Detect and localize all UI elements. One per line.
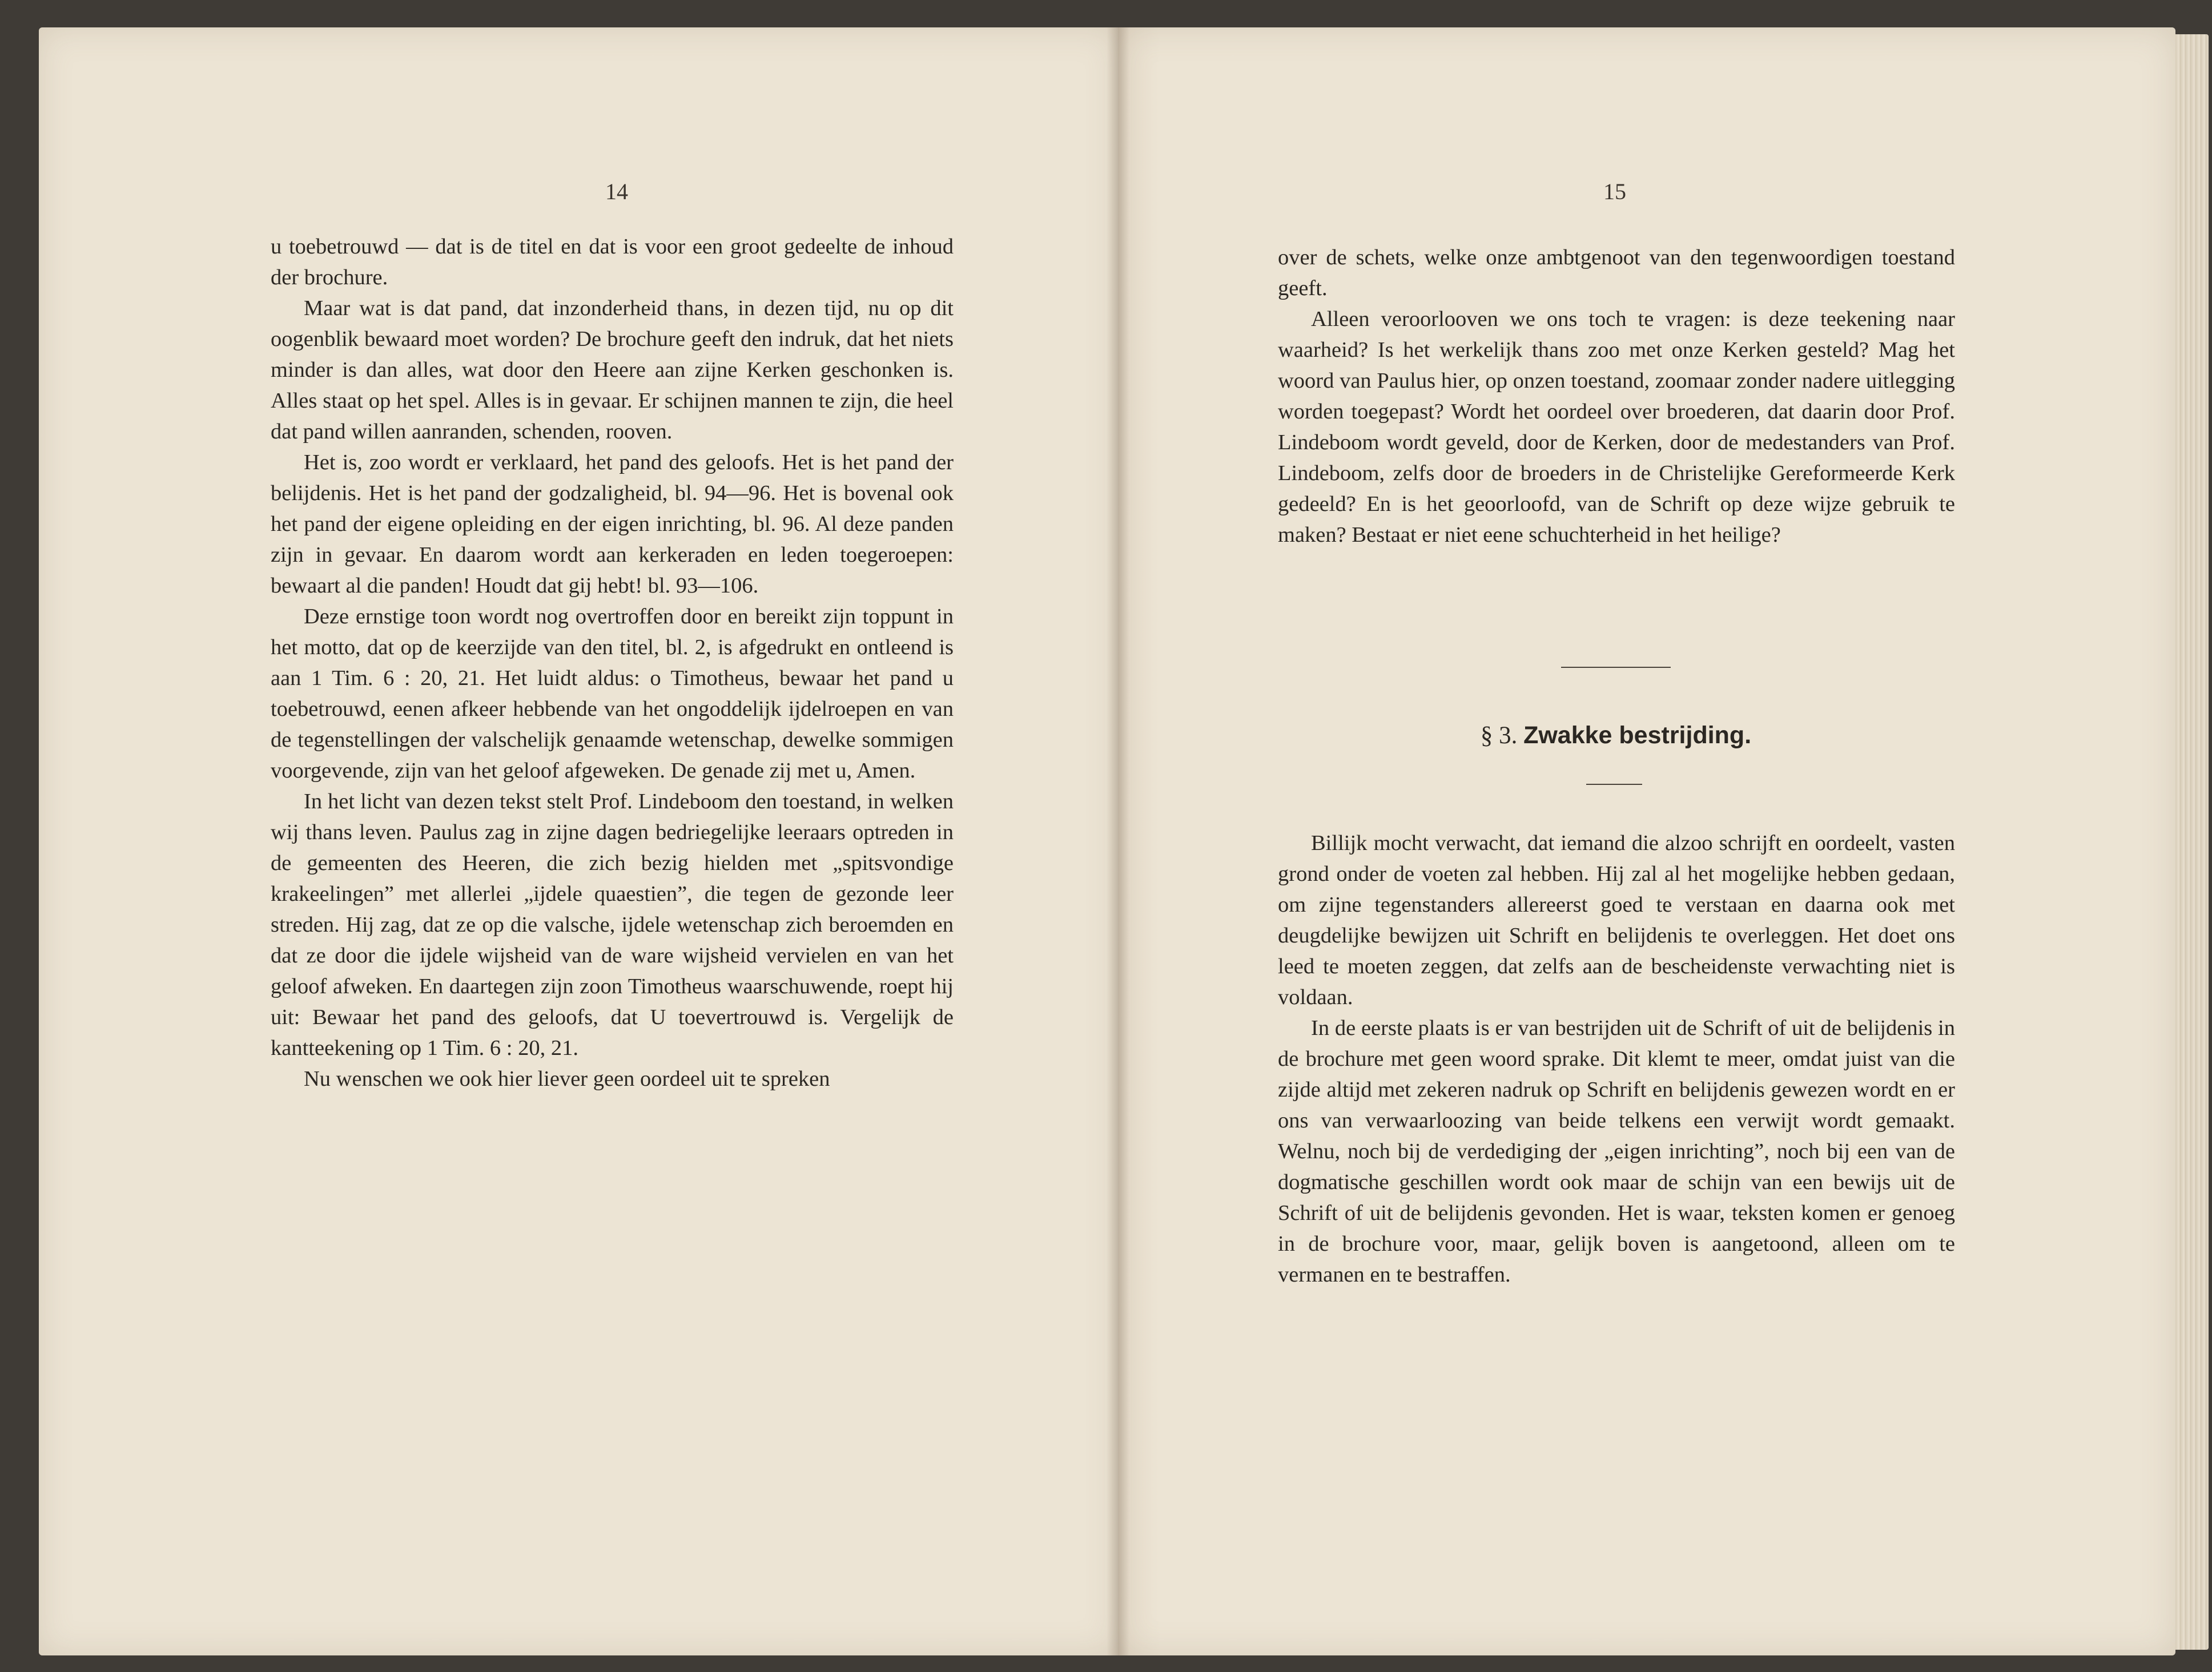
page-edges [2175, 34, 2209, 1650]
paragraph: Deze ernstige toon wordt nog overtroffen door en bereikt zijn toppunt in het motto, dat op de keerzijde van den titel, bl. 2, is afgedrukt en ontleend is aan 1 Tim. 6 : 20, 21. Het luidt aldus: o Timotheus, bewaar het pand u toebetrouwd, eenen afkeer hebbende van het ongoddelijk ijdelroepen en van de tegenstellingen der valschelijk genaamde wetenschap, dewelke sommigen voorgevende, zijn van het geloof afgeweken. De genade zij met u, Amen. [271, 605, 954, 783]
right-page-text-top [1278, 242, 1955, 550]
right-page-number: 15 [1603, 179, 1626, 204]
paragraph: u toebetrouwd — dat is de titel en dat is voor een groot gedeelte de inhoud der brochure. [271, 235, 954, 289]
paragraph: Maar wat is dat pand, dat inzonderheid thans, in dezen tijd, nu op dit oogenblik bewaard moet worden? De brochure geeft den indruk, dat het niets minder is dan alles, wat door den Heere aan zijne Kerken geschonken is. Alles staat op het spel. Alles is in gevaar. Er schijnen mannen te zijn, die heel dat pand willen aanranden, schenden, rooven. [271, 296, 954, 444]
book-spine [1107, 27, 1129, 1655]
section-heading [1330, 718, 1901, 753]
left-page-number: 14 [605, 179, 628, 204]
right-page-text-bottom [1278, 828, 1955, 1290]
paragraph: over de schets, welke onze ambtgenoot van den tegenwoordigen toestand geeft. [1278, 245, 1955, 300]
paragraph: Billijk mocht verwacht, dat iemand die alzoo schrijft en oordeelt, vasten grond onder de voeten zal hebben. Hij zal al het mogelijke hebben gedaan, om zijne tegenstanders allereerst goed te verstaan en daarna ook met deugdelijke bewijzen uit Schrift en belijdenis te overleggen. Het doet ons leed te moeten zeggen, dat zelfs aan de bescheidenste verwachting niet is voldaan. [1278, 831, 1955, 1009]
left-page-text [271, 231, 954, 1094]
paragraph: Nu wenschen we ook hier liever geen oordeel uit te spreken [304, 1067, 830, 1091]
section-title: Zwakke bestrijding. [1523, 722, 1752, 749]
section-number: § 3. [1480, 722, 1518, 749]
paragraph: In het licht van dezen tekst stelt Prof. Lindeboom den toestand, in welken wij thans leven. Paulus zag in zijne dagen bedriegelijke leeraars optreden in de gemeenten des Heeren, die zich bezig hielden met „spitsvondige krakeelingen” met allerlei „ijdele quaestien”, die tegen de gezonde leer streden. Hij zag, dat ze op die valsche, ijdele wetenschap zich beroemden en dat ze door die ijdele wijsheid van de ware wijsheid vervielen en van het geloof afweken. En daartegen zijn zoon Timotheus waarschuwende, roept hij uit: Bewaar het pand des geloofs, dat U toevertrouwd is. Vergelijk de kantteekening op 1 Tim. 6 : 20, 21. [271, 789, 954, 1060]
paragraph: Alleen veroorlooven we ons toch te vragen: is deze teekening naar waarheid? Is het werkelijk thans zoo met onze Kerken gesteld? Mag het woord van Paulus hier, op onzen toestand, zoomaar zonder nadere uitlegging worden toegepast? Wordt het oordeel over broederen, dat daarin door Prof. Lindeboom wordt geveld, door de Kerken, door de medestanders van Prof. Lindeboom, zelfs door de broeders in de Christelijke Gereformeerde Kerk gedeeld? En is het geoorloofd, van de Schrift op deze wijze gebruik te maken? Bestaat er niet eene schuchterheid in het heilige? [1278, 307, 1955, 547]
paragraph: In de eerste plaats is er van bestrijden uit de Schrift of uit de belijdenis in de brochure met geen woord sprake. Dit klemt te meer, omdat juist van die zijde altijd met zekeren nadruk op Schrift en belijdenis gewezen wordt en er ons van verwaarloozing van beide telkens een verwijt wordt gemaakt. Welnu, noch bij de verdediging der „eigen inrichting”, noch bij een van de dogmatische geschillen wordt ook maar de schijn van een bewijs uit de Schrift of uit de belijdenis gevonden. Het is waar, teksten komen er genoeg in de brochure voor, maar, gelijk boven is aangetoond, alleen om te vermanen en te bestraffen. [1278, 1016, 1955, 1287]
paragraph: Het is, zoo wordt er verklaard, het pand des geloofs. Het is het pand der belijdenis. Het is het pand der godzaligheid, bl. 94—96. Het is bovenal ook het pand der eigene opleiding en der eigen inrichting, bl. 96. Al deze panden zijn in gevaar. En daarom wordt aan kerkeraden en leden toegeroepen: bewaart al die panden! Houdt dat gij hebt! bl. 93—106. [271, 450, 954, 598]
divider-rule-short [1586, 784, 1642, 785]
divider-rule [1561, 667, 1671, 668]
